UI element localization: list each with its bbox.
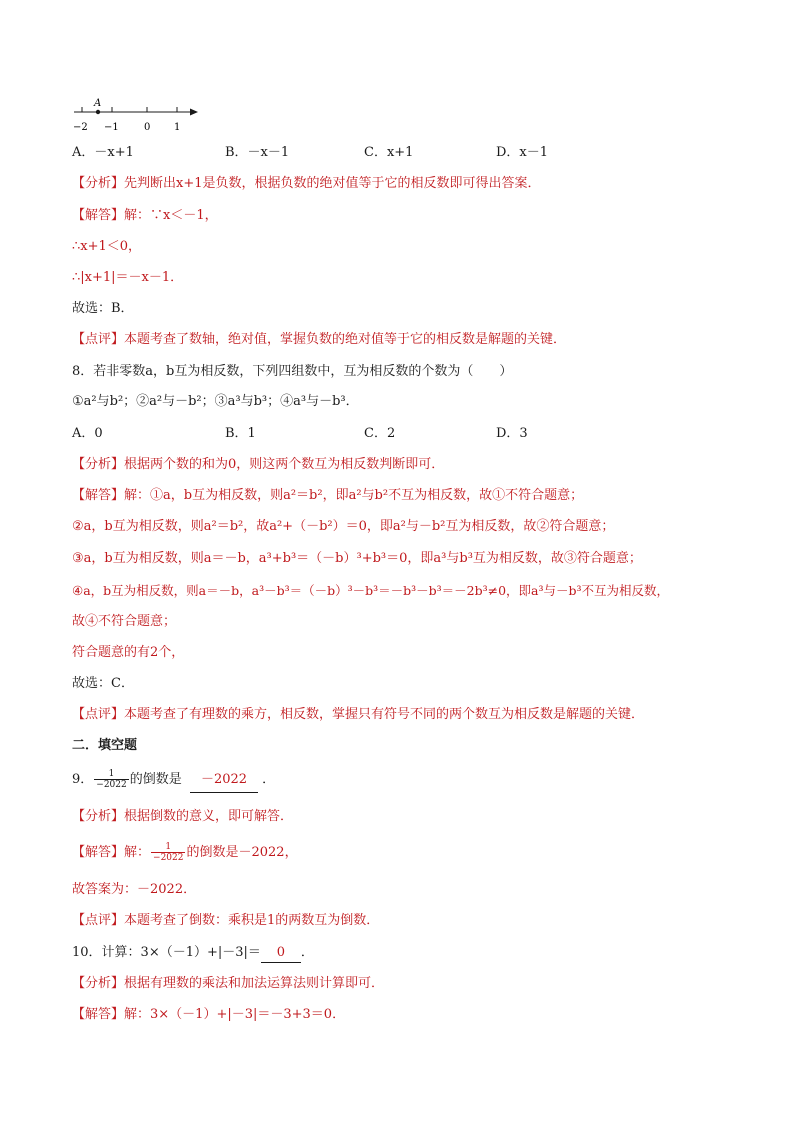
analysis-tag: 【分析】 xyxy=(72,809,125,824)
comment-tag: 【点评】 xyxy=(72,707,125,722)
analysis-tag: 【分析】 xyxy=(72,976,125,991)
number-line-figure xyxy=(72,96,202,138)
point-a xyxy=(96,110,100,114)
point-a-label: A xyxy=(94,98,102,109)
q10-analysis xyxy=(72,975,384,993)
analysis-text: 根据两个数的和为0，则这两个数互为相反数判断即可． xyxy=(124,457,445,472)
comment-tag: 【点评】 xyxy=(72,913,125,928)
q9-stem-end: ． xyxy=(262,772,276,787)
q7-option-c: C．x+1 xyxy=(364,145,414,160)
q9-stem-text: 的倒数是 xyxy=(129,772,182,787)
q7-comment xyxy=(72,331,566,349)
tick-label: −2 xyxy=(73,122,88,133)
answer-line: 符合题意的有2个， xyxy=(72,645,185,660)
q9-stem xyxy=(72,768,275,793)
fraction-numerator: 1 xyxy=(94,769,128,780)
q8-option-d: D．3 xyxy=(496,426,528,441)
answer-line: 的倒数是－2022， xyxy=(186,845,298,860)
answer-line: 故④不符合题意； xyxy=(72,614,177,629)
q8-comment xyxy=(72,706,644,724)
q8-analysis xyxy=(72,456,444,474)
comment-tag: 【点评】 xyxy=(72,332,125,347)
analysis-text: 根据有理数的乘法和加法运算法则计算即可． xyxy=(124,976,385,991)
q8-groups: ①a²与b²；②a²与－b²；③a³与b³；④a³与－b³． xyxy=(72,394,359,409)
q9-analysis xyxy=(72,808,293,826)
answer-line: 解：①a，b互为相反数，则a²＝b²，即a²与b²不互为相反数，故①不符合题意； xyxy=(124,488,584,503)
q10-answer-blank: 0 xyxy=(261,944,301,963)
comment-text: 本题考查了有理数的乘方，相反数，掌握只有符号不同的两个数互为相反数是解题的关键． xyxy=(124,707,645,722)
q9-answer-blank: －2022 xyxy=(190,768,258,793)
answer-tag: 【解答】 xyxy=(72,208,125,223)
comment-text: 本题考查了数轴，绝对值，掌握负数的绝对值等于它的相反数是解题的关键． xyxy=(124,332,567,347)
tick-label: 0 xyxy=(144,122,151,133)
q10-stem-end: ． xyxy=(300,945,314,960)
answer-prefix: 解： xyxy=(124,845,151,860)
q7-option-d: D．x－1 xyxy=(496,145,549,160)
analysis-text: 先判断出x+1是负数，根据负数的绝对值等于它的相反数即可得出答案． xyxy=(124,176,541,191)
fraction-numerator: 1 xyxy=(151,842,185,853)
q7-answer xyxy=(72,207,218,225)
q7-option-a: A．－x+1 xyxy=(72,145,134,160)
answer-line: ∴|x+1|＝－x－1． xyxy=(72,270,184,285)
q8-option-a: A．0 xyxy=(72,426,103,441)
answer-conclusion: 故选：C． xyxy=(72,676,134,691)
answer-line: 故答案为：－2022． xyxy=(72,882,197,897)
answer-conclusion: 故选：B． xyxy=(72,301,134,316)
q10-stem xyxy=(72,944,314,963)
analysis-tag: 【分析】 xyxy=(72,176,125,191)
q10-stem-text: 10．计算：3×（－1）+|－3|＝ xyxy=(72,945,261,960)
answer-tag: 【解答】 xyxy=(72,845,125,860)
answer-line: ③a，b互为相反数，则a＝－b，a³+b³＝（－b）³+b³＝0，即a³与b³互为相反数，故③符合题意； xyxy=(72,551,642,566)
q9-number: 9． xyxy=(72,772,94,787)
comment-text: 本题考查了倒数：乘积是1的两数互为倒数． xyxy=(124,913,380,928)
q10-answer xyxy=(72,1006,345,1024)
fraction-denominator: −2022 xyxy=(96,780,127,790)
q9-comment xyxy=(72,912,379,930)
q9-answer-fraction xyxy=(151,842,185,863)
fraction-denominator: −2022 xyxy=(153,853,184,863)
section-heading: 二．填空题 xyxy=(72,738,138,753)
tick-label: 1 xyxy=(174,122,181,133)
q9-answer xyxy=(72,840,298,866)
q7-option-b: B．－x－1 xyxy=(225,145,290,160)
answer-line: ④a，b互为相反数，则a＝－b，a³－b³＝（－b）³－b³＝－b³－b³＝－2b³≠0，即a³与－b³不互为相反数， xyxy=(72,583,670,598)
answer-line: 解：∵x＜－1， xyxy=(124,208,218,223)
answer-tag: 【解答】 xyxy=(72,1007,125,1022)
tick-label: −1 xyxy=(104,122,119,133)
answer-tag: 【解答】 xyxy=(72,488,125,503)
q9-fraction xyxy=(94,769,128,790)
analysis-tag: 【分析】 xyxy=(72,457,125,472)
q8-stem: 8．若非零数a，b互为相反数，下列四组数中，互为相反数的个数为（ ） xyxy=(72,364,513,379)
answer-line: ②a，b互为相反数，则a²＝b²，故a²+（－b²）＝0，即a²与－b²互为相反数，故②符合题意； xyxy=(72,519,615,534)
analysis-text: 根据倒数的意义，即可解答． xyxy=(124,809,294,824)
answer-line: ∴x+1＜0， xyxy=(72,239,142,254)
q7-analysis xyxy=(72,175,541,193)
q8-option-b: B．1 xyxy=(225,426,256,441)
q8-option-c: C．2 xyxy=(364,426,396,441)
q8-answer xyxy=(72,487,583,505)
answer-line: 解：3×（－1）+|－3|＝－3+3＝0． xyxy=(124,1007,346,1022)
